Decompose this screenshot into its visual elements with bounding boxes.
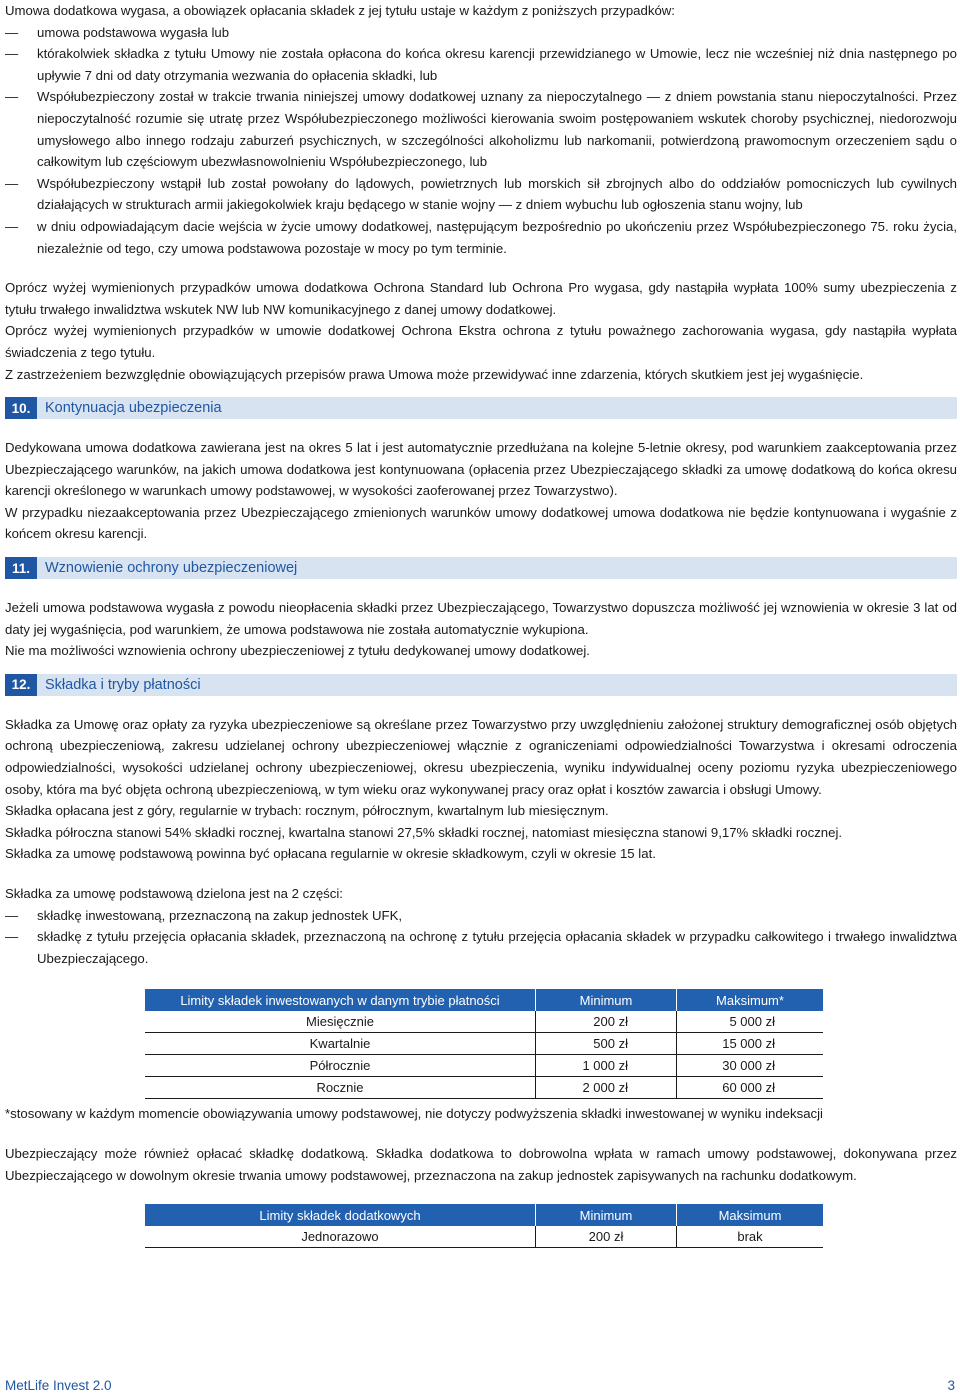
table-row	[145, 1077, 823, 1099]
list-item: — umowa podstawowa wygasła lub	[5, 22, 957, 44]
table-header: Minimum	[536, 989, 677, 1011]
table-cell: Miesięcznie	[145, 1011, 536, 1033]
premium-parts-list	[5, 905, 957, 970]
table-cell: 2 000 zł	[536, 1077, 677, 1099]
section-title: Wznowienie ochrony ubezpieczeniowej	[45, 560, 298, 577]
table-cell: Rocznie	[145, 1077, 536, 1099]
table-cell: 30 000 zł	[677, 1055, 824, 1077]
table-cell: 200 zł	[536, 1226, 677, 1248]
list-item: — którakolwiek składka z tytułu Umowy nie została opłacona do końca okresu karencji przewidzianego w Umowie, lecz nie wcześniej niż dnia następnego po upływie 7 dni od daty otrzymania wezwania do opłacenia składki, lub	[5, 43, 957, 86]
additional-premium-limits-table	[145, 1204, 823, 1248]
invested-premium-limits-table	[145, 989, 823, 1099]
section-number: 11.	[5, 557, 37, 579]
section-title: Składka i tryby płatności	[45, 676, 201, 693]
table-cell: Kwartalnie	[145, 1033, 536, 1055]
table-header: Limity składek dodatkowych	[145, 1204, 536, 1226]
list-item: — składkę inwestowaną, przeznaczoną na zakup jednostek UFK,	[5, 905, 957, 927]
table-header: Limity składek inwestowanych w danym trybie płatności	[145, 989, 536, 1011]
list-item: — Współubezpieczony wstąpił lub został powołany do lądowych, powietrznych lub morskich sił zbrojnych albo do oddziałów pomocniczych lub cywilnych działających w strukturach armii jakiegokolwiek kraju będącego w stanie wojny — z dniem wybuchu lub ogłoszenia stanu wojny, lub	[5, 173, 957, 216]
section-heading-10	[5, 397, 957, 419]
table-cell: 200 zł	[536, 1011, 677, 1033]
section-heading-12	[5, 674, 957, 696]
table-cell: 500 zł	[536, 1033, 677, 1055]
list-item: — Współubezpieczony został w trakcie trwania niniejszej umowy dodatkowej uznany za niepoczytalnego — z dniem powstania stanu niepoczytalności. Przez niepoczytalność rozumie się utratę przez Współubezpieczonego możliwości kierowania swoim postępowaniem wskutek choroby psychicznej, niedorozwoju umysłowego albo innego rodzaju zaburzeń psychicznych, w szczególności alkoholizmu lub narkomanii, potwierdzoną prawomocnym orzeczeniem sądu o całkowitym lub częściowym ubezwłasnowolnieniu Współubezpieczonego, lub	[5, 86, 957, 172]
paragraph: Składka opłacana jest z góry, regularnie w trybach: rocznym, półrocznym, kwartalnym lub miesięcznym.	[5, 803, 609, 819]
paragraph: Jeżeli umowa podstawowa wygasła z powodu nieopłacenia składki przez Ubezpieczającego, Towarzystwo dopuszcza możliwość jej wznowienia w okresie 3 lat od daty jej wygaśnięcia, pod warunkiem, że umowa podstawowa nie została automatycznie wykupiona.	[5, 600, 957, 637]
section-title: Kontynuacja ubezpieczenia	[45, 400, 222, 417]
paragraph: Składka za umowę podstawową dzielona jest na 2 części:	[5, 886, 343, 901]
table-cell: 15 000 zł	[677, 1033, 824, 1055]
section-heading-11	[5, 557, 957, 579]
paragraph: Ubezpieczający może również opłacać składkę dodatkową. Składka dodatkowa to dobrowolna wpłata w ramach umowy podstawowej, dokonywana przez Ubezpieczającego w dowolnym okresie trwania umowy podstawowej, przeznaczona na zakup jednostek zapisywanych na rachunku dodatkowym.	[5, 1145, 957, 1183]
table-header: Maksimum	[677, 1204, 824, 1226]
table-header: Minimum	[536, 1204, 677, 1226]
table-cell: 5 000 zł	[677, 1011, 824, 1033]
table-row	[145, 1011, 823, 1033]
list-item: — w dniu odpowiadającym dacie wejścia w życie umowy dodatkowej, następującym bezpośrednio po ukończeniu przez Współubezpieczonego 75. roku życia, niezależnie od tego, czy umowa podstawowa pozostaje w mocy po tym terminie.	[5, 216, 957, 259]
paragraph: Oprócz wyżej wymienionych przypadków umowa dodatkowa Ochrona Standard lub Ochrona Pro wygasa, gdy nastąpiła wypłata 100% sumy ubezpieczenia z tytułu trwałego inwalidztwa wskutek NW lub NW komunikacyjnego z danej umowy dodatkowej.	[5, 280, 957, 317]
paragraph: Dedykowana umowa dodatkowa zawierana jest na okres 5 lat i jest automatycznie przedłużana na kolejne 5-letnie okresy, pod warunkiem zaakceptowania przez Ubezpieczającego warunków, na jakich umowa dodatkowa jest kontynuowana (opłacenia przez Ubezpieczającego składki za umowę dodatkową do końca okresu karencji określonego w warunkach umowy podstawowej, w wysokości zaoferowanej przez Towarzystwo).	[5, 440, 957, 499]
table-footnote: *stosowany w każdym momencie obowiązywania umowy podstawowej, nie dotyczy podwyższenia składki inwestowanej w wyniku indeksacji	[5, 1106, 823, 1122]
table-header: Maksimum*	[677, 989, 824, 1011]
table-row	[145, 1226, 823, 1248]
table-row	[145, 1033, 823, 1055]
paragraph: Z zastrzeżeniem bezwzględnie obowiązujących przepisów prawa Umowa może przewidywać inne zdarzenia, których skutkiem jest jej wygaśnięcie.	[5, 366, 864, 382]
table-row	[145, 1055, 823, 1077]
list-item: — składkę z tytułu przejęcia opłacania składek, przeznaczoną na ochronę z tytułu przejęcia opłacania składek w przypadku całkowitego i trwałego inwalidztwa Ubezpieczającego.	[5, 926, 957, 969]
intro-paragraph: Umowa dodatkowa wygasa, a obowiązek opłacania składek z jej tytułu ustaje w każdym z poniższych przypadków:	[5, 3, 675, 18]
paragraph: Składka za umowę podstawową powinna być opłacana regularnie w okresie składkowym, czyli w okresie 15 lat.	[5, 846, 656, 862]
table-cell: 1 000 zł	[536, 1055, 677, 1077]
paragraph: Składka za Umowę oraz opłaty za ryzyka ubezpieczeniowe są określane przez Towarzystwo przy uwzględnieniu założonej struktury demograficznej osób objętych ochroną ubezpieczeniową, zakresu udzielanej ochrony ubezpieczeniowej włącznie z ograniczeniami odpowiedzialności Towarzystwa i okresami odroczenia odpowiedzialności, wysokości udzielanej ochrony ubezpieczeniowej, okresu ubezpieczenia, wyniku indywidualnej oceny poziomu ryzyka ubezpieczeniowego osoby, która ma być objęta ochroną ubezpieczeniową, w tym wieku oraz wykonywanej pracy oraz opłat i kosztów zawarcia i obsługi Umowy.	[5, 716, 957, 797]
section-number: 10.	[5, 397, 37, 419]
table-cell: Jednorazowo	[145, 1226, 536, 1248]
page-footer	[5, 1378, 955, 1393]
document-page	[5, 0, 957, 1248]
paragraph: Nie ma możliwości wznowienia ochrony ubezpieczeniowej z tytułu dedykowanej umowy dodatkowej.	[5, 643, 590, 659]
section-number: 12.	[5, 674, 37, 696]
table-cell: brak	[677, 1226, 824, 1248]
paragraph: Składka półroczna stanowi 54% składki rocznej, kwartalna stanowi 27,5% składki rocznej, natomiast miesięczna stanowi 9,17% składki rocznej.	[5, 824, 843, 840]
paragraph: W przypadku niezaakceptowania przez Ubezpieczającego zmienionych warunków umowy dodatkowej umowa dodatkowa nie będzie kontynuowana i wygaśnie z końcem okresu karencji.	[5, 504, 957, 542]
page-number: 3	[947, 1378, 955, 1393]
intro-list	[5, 22, 957, 260]
table-cell: 60 000 zł	[677, 1077, 824, 1099]
paragraph: Oprócz wyżej wymienionych przypadków w umowie dodatkowej Ochrona Ekstra ochrona z tytułu poważnego zachorowania wygasa, gdy nastąpiła wypłata świadczenia z tego tytułu.	[5, 323, 957, 360]
footer-product-name: MetLife Invest 2.0	[5, 1378, 112, 1393]
table-cell: Półrocznie	[145, 1055, 536, 1077]
